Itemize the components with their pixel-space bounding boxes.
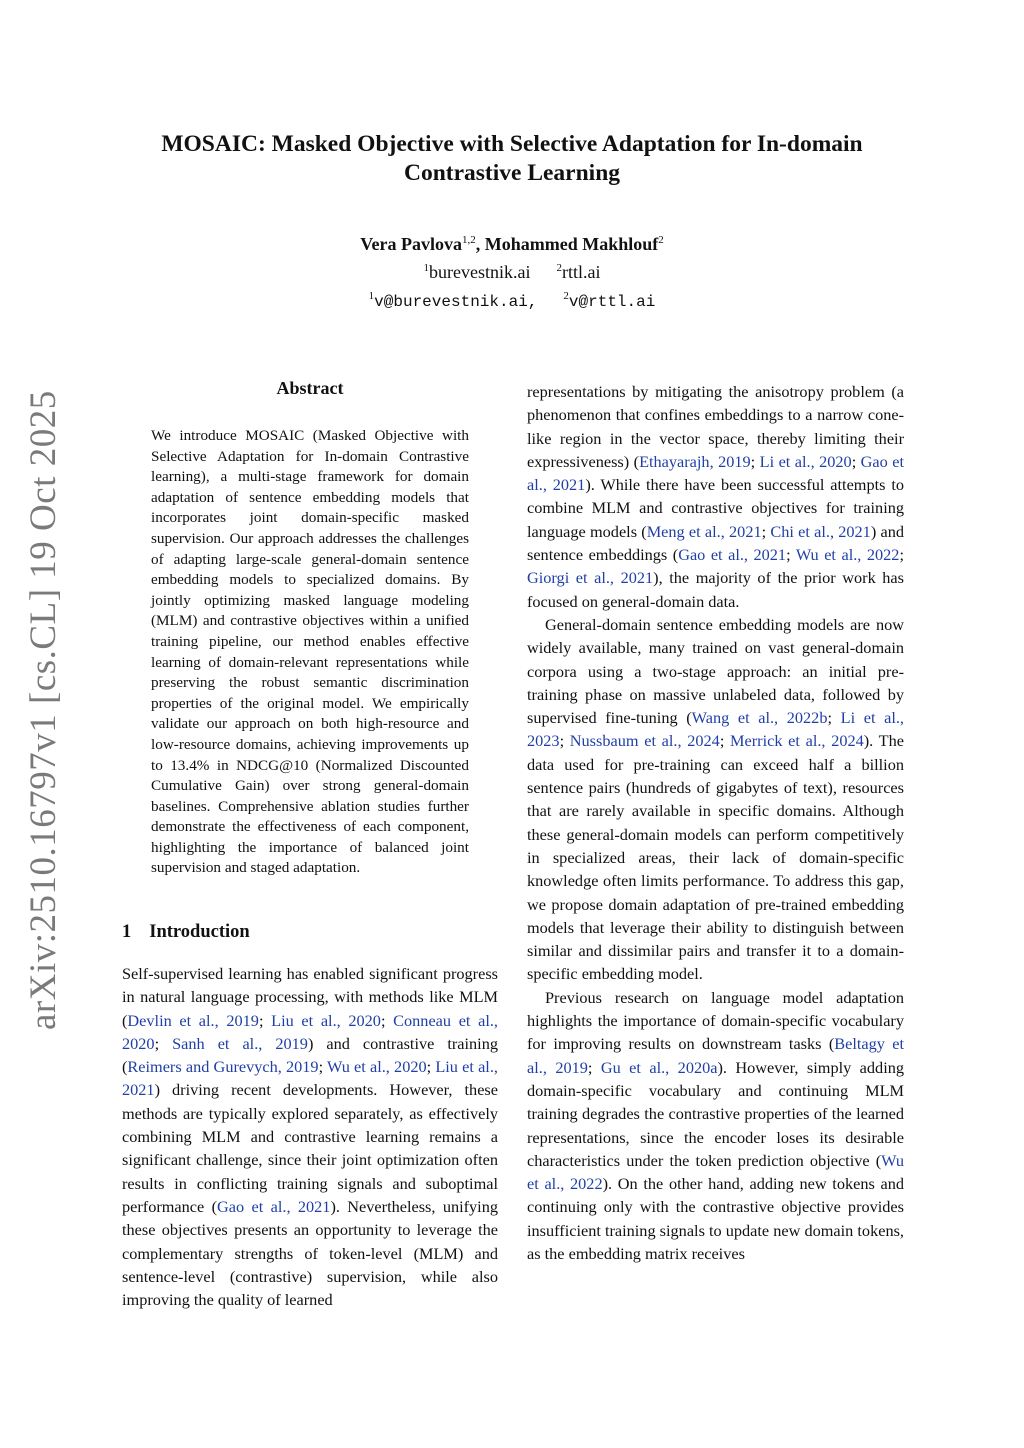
author-2-affiliation-mark: 2 [658, 234, 664, 246]
citation-link[interactable]: Merrick et al., 2024 [730, 731, 864, 751]
abstract-heading: Abstract [276, 378, 344, 398]
right-column-text [527, 380, 904, 1265]
citation-link[interactable]: Li et al., 2020 [759, 451, 852, 471]
citation-link[interactable]: Chi et al., 2021 [770, 521, 871, 541]
email-1: v@burevestnik.ai, [374, 293, 538, 311]
section-title: Introduction [149, 922, 250, 942]
citation-link[interactable]: Devlin et al., 2019 [127, 1010, 259, 1030]
citation-link[interactable]: Liu et al., 2021 [122, 1057, 498, 1100]
section-number: 1 [122, 922, 132, 942]
citation-link[interactable]: Liu et al., 2020 [271, 1010, 381, 1030]
paper-title: MOSAIC: Masked Objective with Selective Adaptation for In-domain Contrastive Learning [161, 131, 863, 186]
intro-paragraph-2: General-domain sentence embedding models are now widely available, many trained on vast general-domain corpora using a two-stage approach: an initial pre-training phase on massive unlabeled data, followed by supervised fine-tuning (Wang et al., 2022b; Li et al., 2023; Nussbaum et al., 2024; Merrick et al., 2024). The data used for pre-training can exceed half a billion sentence pairs (hundreds of gigabytes of text), resources that are rarely available in specific domains. Although these general-domain models can perform competitively in specialized areas, their lack of domain-specific knowledge often limits performance. To address this gap, we propose domain adaptation of pre-trained embedding models that leverage their ability to distinguish between similar and dissimilar pairs and transfer it to a domain-specific embedding model. [527, 614, 904, 984]
citation-link[interactable]: Conneau et al., 2020 [122, 1010, 498, 1053]
affiliation-2-mark: 2 [556, 262, 562, 274]
citation-link[interactable]: Giorgi et al., 2021 [527, 568, 654, 588]
email-2: v@rttl.ai [568, 293, 656, 311]
intro-paragraph-3: Previous research on language model adaptation highlights the importance of domain-specific vocabulary for improving results on downstream tasks (Beltagy et al., 2019; Gu et al., 2020a). However, simply adding domain-specific vocabulary and continuing MLM training degrades the contrastive properties of the learned representations, since the encoder loses its desirable characteristics under the token prediction objective (Wu et al., 2022). On the other hand, adding new tokens and continuing only with the contrastive objective provides insufficient training signals to update new domain tokens, as the embedding matrix receives [527, 987, 905, 1263]
left-column-text [122, 962, 498, 1311]
email-1-mark: 1 [368, 290, 375, 302]
citation-link[interactable]: Reimers and Gurevych, 2019 [127, 1057, 319, 1077]
affiliations [100, 256, 924, 284]
affiliation-1: burevestnik.ai [429, 262, 531, 282]
citation-link[interactable]: Wang et al., 2022b [691, 708, 828, 728]
intro-paragraph-1-continued: representations by mitigating the anisotropy problem (a phenomenon that confines embeddings to a narrow cone-like region in the vector space, thereby limiting their expressiveness) (Ethayarajh, 2019; Li et al., 2020; Gao et al., 2021). While there have been successful attempts to combine MLM and contrastive objectives for training language models (Meng et al., 2021; Chi et al., 2021) and sentence embeddings (Gao et al., 2021; Wu et al., 2022; Giorgi et al., 2021), the majority of the prior work has focused on general-domain data. [527, 382, 904, 611]
citation-link[interactable]: Wu et al., 2022 [795, 545, 900, 565]
section-heading-introduction [122, 922, 250, 943]
author-separator: , [475, 234, 485, 254]
affiliation-1-mark: 1 [423, 262, 429, 274]
citation-link[interactable]: Sanh et al., 2019 [172, 1033, 308, 1053]
citation-link[interactable]: Meng et al., 2021 [646, 521, 762, 541]
citation-link[interactable]: Gao et al., 2021 [527, 451, 904, 495]
citation-link[interactable]: Gao et al., 2021 [217, 1196, 331, 1216]
intro-paragraph-1: Self-supervised learning has enabled significant progress in natural language processing, with methods like MLM (Devlin et al., 2019; Liu et al., 2020; Conneau et al., 2020; Sanh et al., 2019) and contrastive training (Reimers and Gurevych, 2019; Wu et al., 2020; Liu et al., 2021) driving recent developments. However, these methods are typically explored separately, as effectively combining MLM and contrastive learning remains a significant challenge, since their joint optimization often results in conflicting training signals and suboptimal performance (Gao et al., 2021). Nevertheless, unifying these objectives presents an opportunity to leverage the complementary strengths of token-level (MLM) and sentence-level (contrastive) supervision, while also improving the quality of learned [122, 964, 498, 1310]
arxiv-identifier-stamp: arXiv:2510.16797v1 [cs.CL] 19 Oct 2025 [23, 390, 64, 1030]
affiliation-2: rttl.ai [561, 262, 601, 282]
email-2-mark: 2 [563, 290, 569, 302]
citation-link[interactable]: Ethayarajh, 2019 [639, 451, 751, 471]
citation-link[interactable]: Gao et al., 2021 [678, 545, 787, 565]
abstract-body: We introduce MOSAIC (Masked Objective with Selective Adaptation for In-domain Contrastive learning), a multi-stage framework for domain adaptation of sentence embedding models that incorporates joint domain-specific masked supervision. Our approach addresses the challenges of adapting large-scale general-domain sentence embedding models to specialized domains. By jointly optimizing masked language modeling (MLM) and contrastive objectives within a unified training pipeline, our method enables effective learning of domain-relevant representations while preserving the robust semantic discrimination properties of the original model. We empirically validate our approach on both high-resource and low-resource domains, achieving improvements up to 13.4% in NDCG@10 (Normalized Discounted Cumulative Gain) over strong general-domain baselines. Comprehensive ablation studies further demonstrate the effectiveness of each component, highlighting the importance of balanced joint supervision and staged adaptation. [151, 427, 469, 877]
author-2: Mohammed Makhlouf [484, 234, 659, 254]
citation-link[interactable]: Wu et al., 2022 [527, 1150, 904, 1194]
citation-link[interactable]: Wu et al., 2020 [327, 1057, 427, 1077]
citation-link[interactable]: Li et al., 2023 [527, 708, 904, 751]
author-names [100, 228, 924, 256]
citation-link[interactable]: Gu et al., 2020a [600, 1057, 718, 1077]
author-1: Vera Pavlova [360, 234, 463, 254]
author-block [100, 228, 924, 314]
author-1-affiliation-mark: 1,2 [462, 234, 476, 246]
emails [100, 284, 924, 314]
citation-link[interactable]: Beltagy et al., 2019 [527, 1034, 905, 1077]
citation-link[interactable]: Nussbaum et al., 2024 [569, 731, 720, 751]
